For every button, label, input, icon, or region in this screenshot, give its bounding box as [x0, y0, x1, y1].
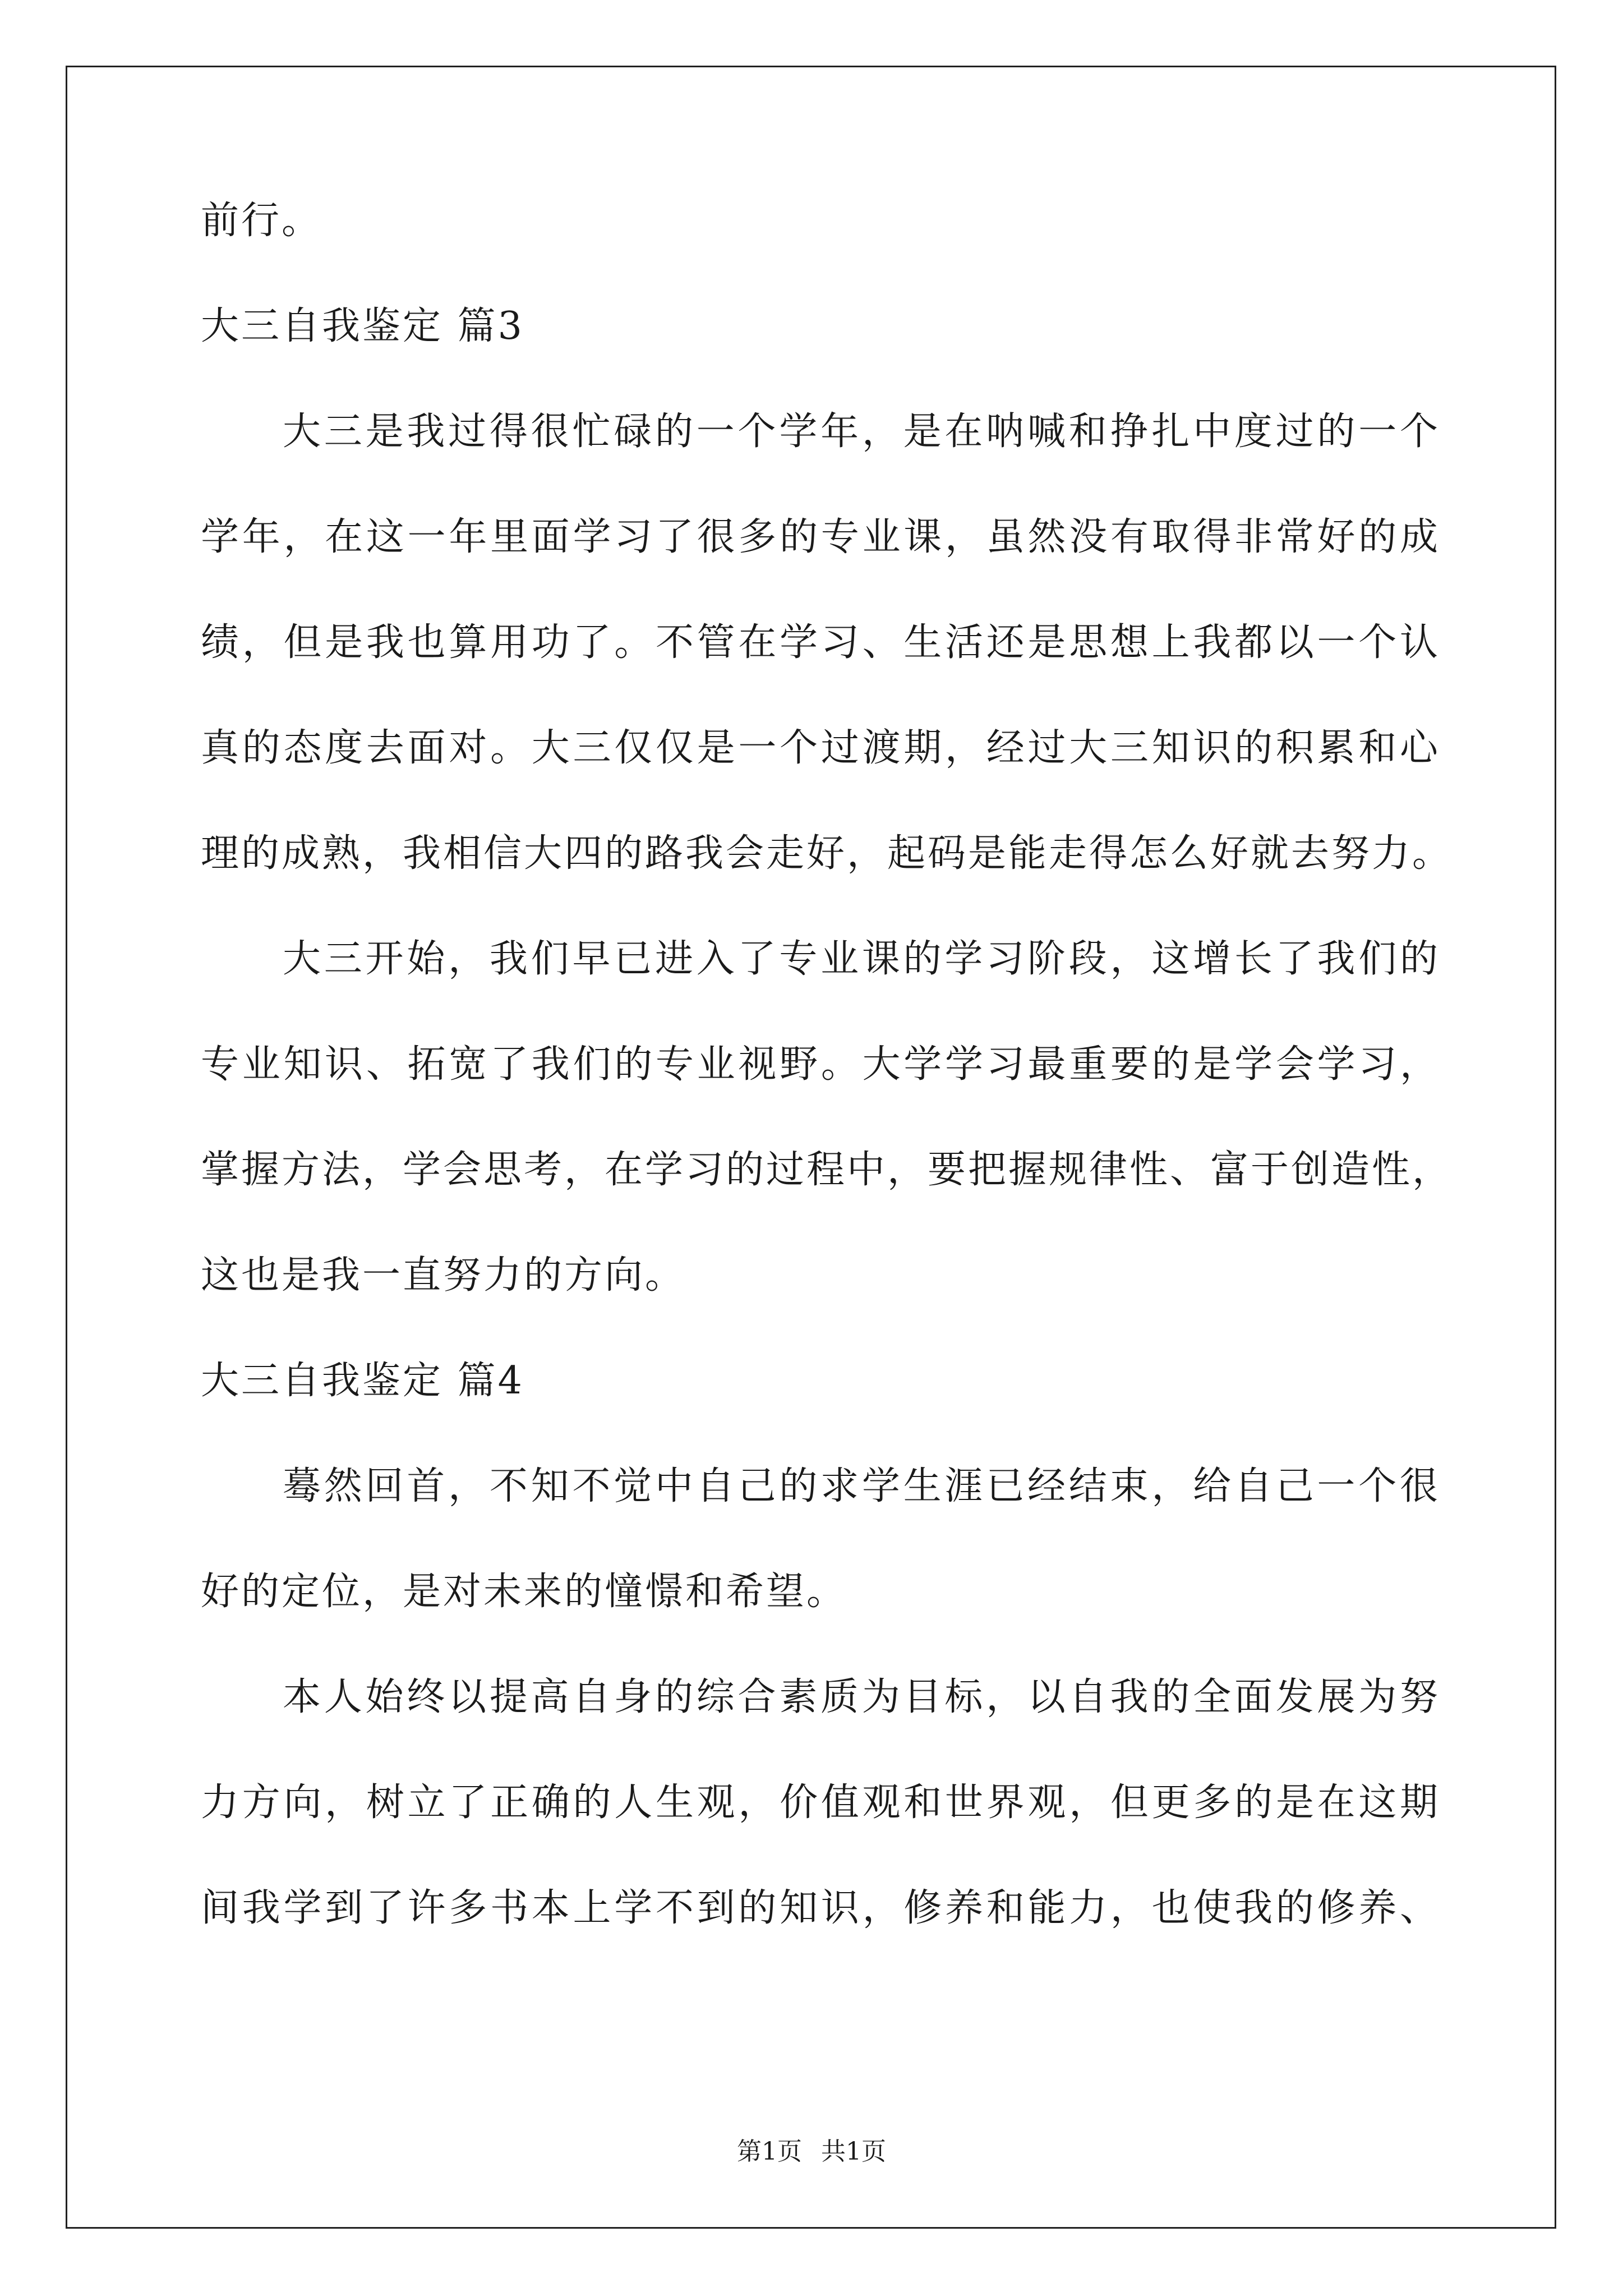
text-line-6: 真的态度去面对。大三仅仅是一个过渡期，经过大三知识的积累和心 [201, 726, 1440, 770]
text-line-11: 这也是我一直努力的方向。 [201, 1253, 686, 1297]
text-line-13: 蓦然回首，不知不觉中自己的求学生涯已经结束，给自己一个很 [283, 1464, 1440, 1508]
text-line-3: 大三是我过得很忙碌的一个学年，是在呐喊和挣扎中度过的一个 [283, 409, 1440, 454]
text-line-8: 大三开始，我们早已进入了专业课的学习阶段，这增长了我们的 [283, 937, 1440, 981]
text-line-7: 理的成熟，我相信大四的路我会走好，起码是能走得怎么好就去努力。 [201, 831, 1453, 876]
section-heading-4: 大三自我鉴定 篇4 [201, 1359, 524, 1403]
text-line-10: 掌握方法，学会思考，在学习的过程中，要把握规律性、富于创造性， [201, 1148, 1453, 1192]
section-heading-3: 大三自我鉴定 篇3 [201, 304, 524, 348]
text-line-1: 前行。 [201, 199, 322, 243]
text-line-5: 绩，但是我也算用功了。不管在学习、生活还是思想上我都以一个认 [201, 620, 1440, 665]
text-line-17: 间我学到了许多书本上学不到的知识，修养和能力，也使我的修养、 [201, 1886, 1440, 1930]
page-number-total: 共1页 [821, 2137, 886, 2166]
text-line-14: 好的定位，是对未来的憧憬和希望。 [201, 1570, 847, 1614]
text-line-16: 力方向，树立了正确的人生观，价值观和世界观，但更多的是在这期 [201, 1780, 1440, 1825]
document-body [201, 199, 1453, 1995]
text-line-15: 本人始终以提高自身的综合素质为目标，以自我的全面发展为努 [283, 1675, 1440, 1719]
page-footer [0, 2138, 1623, 2165]
text-line-9: 专业知识、拓宽了我们的专业视野。大学学习最重要的是学会学习， [201, 1042, 1440, 1087]
page-number-current: 第1页 [737, 2137, 802, 2166]
text-line-4: 学年，在这一年里面学习了很多的专业课，虽然没有取得非常好的成 [201, 515, 1440, 559]
